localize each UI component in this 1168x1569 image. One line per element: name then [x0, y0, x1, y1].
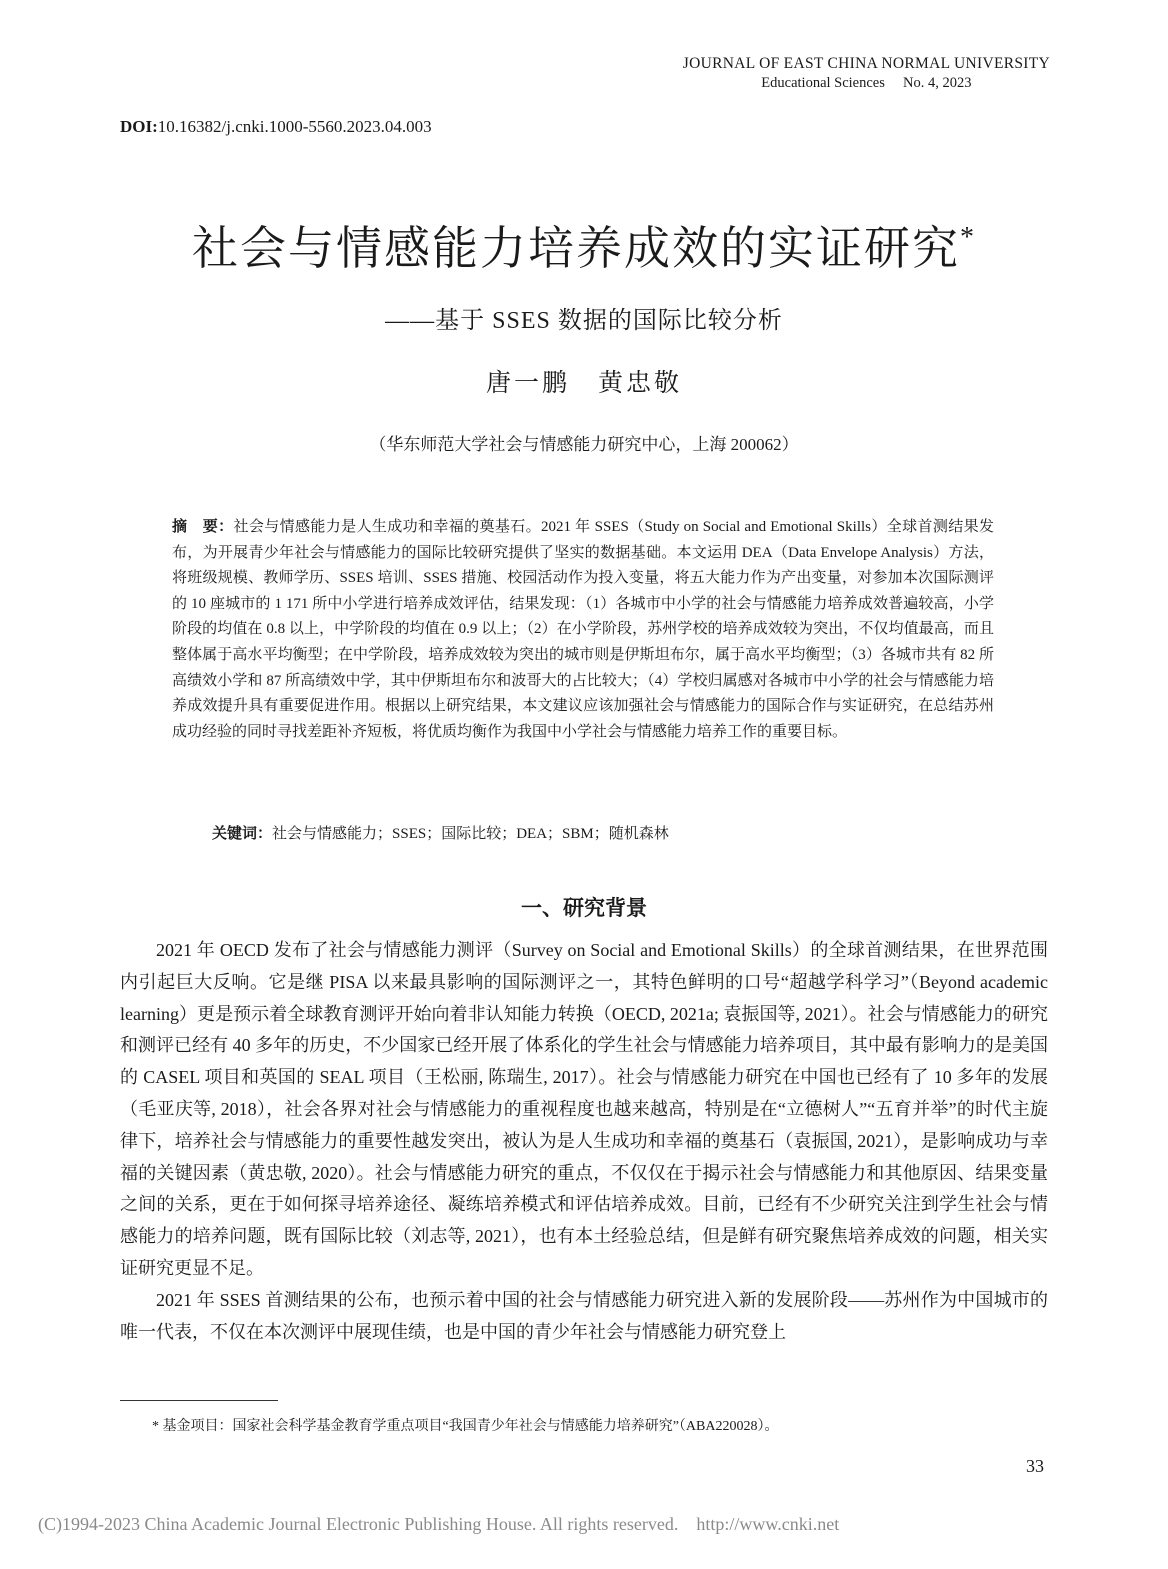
- affiliation: （华东师范大学社会与情感能力研究中心，上海 200062）: [369, 435, 799, 454]
- journal-header: [683, 55, 1050, 92]
- abstract: [172, 514, 994, 745]
- footnote-divider: [120, 1400, 278, 1401]
- section-heading: 一、研究背景: [521, 896, 647, 920]
- abstract-label: 摘 要：: [172, 517, 234, 535]
- footnote: * 基金项目：国家社会科学基金教育学重点项目“我国青少年社会与情感能力培养研究”（ABA220028）。: [152, 1419, 779, 1434]
- journal-issue: Educational Sciences No. 4, 2023: [761, 75, 972, 91]
- doi: [120, 117, 432, 137]
- abstract-text: 社会与情感能力是人生成功和幸福的奠基石。2021 年 SSES（Study on Social and Emotional Skills）全球首测结果发布，为开展青少年社会与情感能力的国际比较研究提供了坚实的数据基础。本文运用 DEA（Data Envelope Analysis）方法，将班级规模、教师学历、SSES 培训、SSES 措施、校园活动作为投入变量，将五大能力作为产出变量，对参加本次国际测评的 10 座城市的 1 171 所中小学进行培养成效评估，结果发现：（1）各城市中小学的社会与情感能力培养成效普遍较高，小学阶段的均值在 0.8 以上，中学阶段的均值在 0.9 以上；（2）在小学阶段，苏州学校的培养成效较为突出，不仅均值最高，而且整体属于高水平均衡型；在中学阶段，培养成效较为突出的城市则是伊斯坦布尔，属于高水平均衡型；（3）各城市共有 82 所高绩效小学和 87 所高绩效中学，其中伊斯坦布尔和波哥大的占比较大；（4）学校归属感对各城市中小学的社会与情感能力培养成效提升具有重要促进作用。根据以上研究结果，本文建议应该加强社会与情感能力的国际合作与实证研究，在总结苏州成功经验的同时寻找差距补齐短板，将优质均衡作为我国中小学社会与情感能力培养工作的重要目标。: [172, 519, 994, 740]
- authors: 唐一鹏 黄忠敬: [485, 370, 682, 397]
- paper-title: [0, 212, 1168, 278]
- body-paragraph: 2021 年 OECD 发布了社会与情感能力测评（Survey on Social and Emotional Skills）的全球首测结果，在世界范围内引起巨大反响。它是继 PISA 以来最具影响的国际测评之一，其特色鲜明的口号“超越学科学习”（Beyond academic learning）更是预示着全球教育测评开始向着非认知能力转换（OECD, 2021a; 袁振国等, 2021）。社会与情感能力的研究和测评已经有 40 多年的历史，不少国家已经开展了体系化的学生社会与情感能力培养项目，其中最有影响力的是美国的 CASEL 项目和英国的 SEAL 项目（王松丽, 陈瑞生, 2017）。社会与情感能力研究在中国也已经有了 10 多年的发展（毛亚庆等, 2018），社会各界对社会与情感能力的重视程度也越来越高，特别是在“立德树人”“五育并举”的时代主旋律下，培养社会与情感能力的重要性越发突出，被认为是人生成功和幸福的奠基石（袁振国, 2021），是影响成功与幸福的关键因素（黄忠敬, 2020）。社会与情感能力研究的重点，不仅仅在于揭示社会与情感能力和其他原因、结果变量之间的关系，更在于如何探寻培养途径、凝练培养模式和评估培养成效。目前，已经有不少研究关注到学生社会与情感能力的培养问题，既有国际比较（刘志等, 2021），也有本土经验总结，但是鲜有研究聚焦培养成效的问题，相关实证研究更显不足。: [120, 940, 1048, 1278]
- journal-name: JOURNAL OF EAST CHINA NORMAL UNIVERSITY: [682, 55, 1050, 72]
- keywords-text: 社会与情感能力；SSES；国际比较；DEA；SBM；随机森林: [272, 826, 669, 842]
- title-footnote-mark: *: [960, 222, 976, 253]
- doi-label: DOI:: [120, 117, 158, 136]
- paper-subtitle: ——基于 SSES 数据的国际比较分析: [385, 308, 783, 334]
- keywords-label: 关键词：: [212, 824, 273, 842]
- page-number: 33: [1026, 1456, 1044, 1476]
- body-paragraph: 2021 年 SSES 首测结果的公布，也预示着中国的社会与情感能力研究进入新的发展阶段——苏州作为中国城市的唯一代表，不仅在本次测评中展现佳绩，也是中国的青少年社会与情感能力研究登上: [120, 1289, 1048, 1342]
- doi-value: 10.16382/j.cnki.1000-5560.2023.04.003: [157, 117, 432, 136]
- keywords: [212, 821, 994, 846]
- copyright-notice: (C)1994-2023 China Academic Journal Electronic Publishing House. All rights reserved. http://www.cnki.net: [38, 1514, 840, 1534]
- paper-title-text: 社会与情感能力培养成效的实证研究: [192, 223, 960, 274]
- body-text: [120, 935, 1048, 1348]
